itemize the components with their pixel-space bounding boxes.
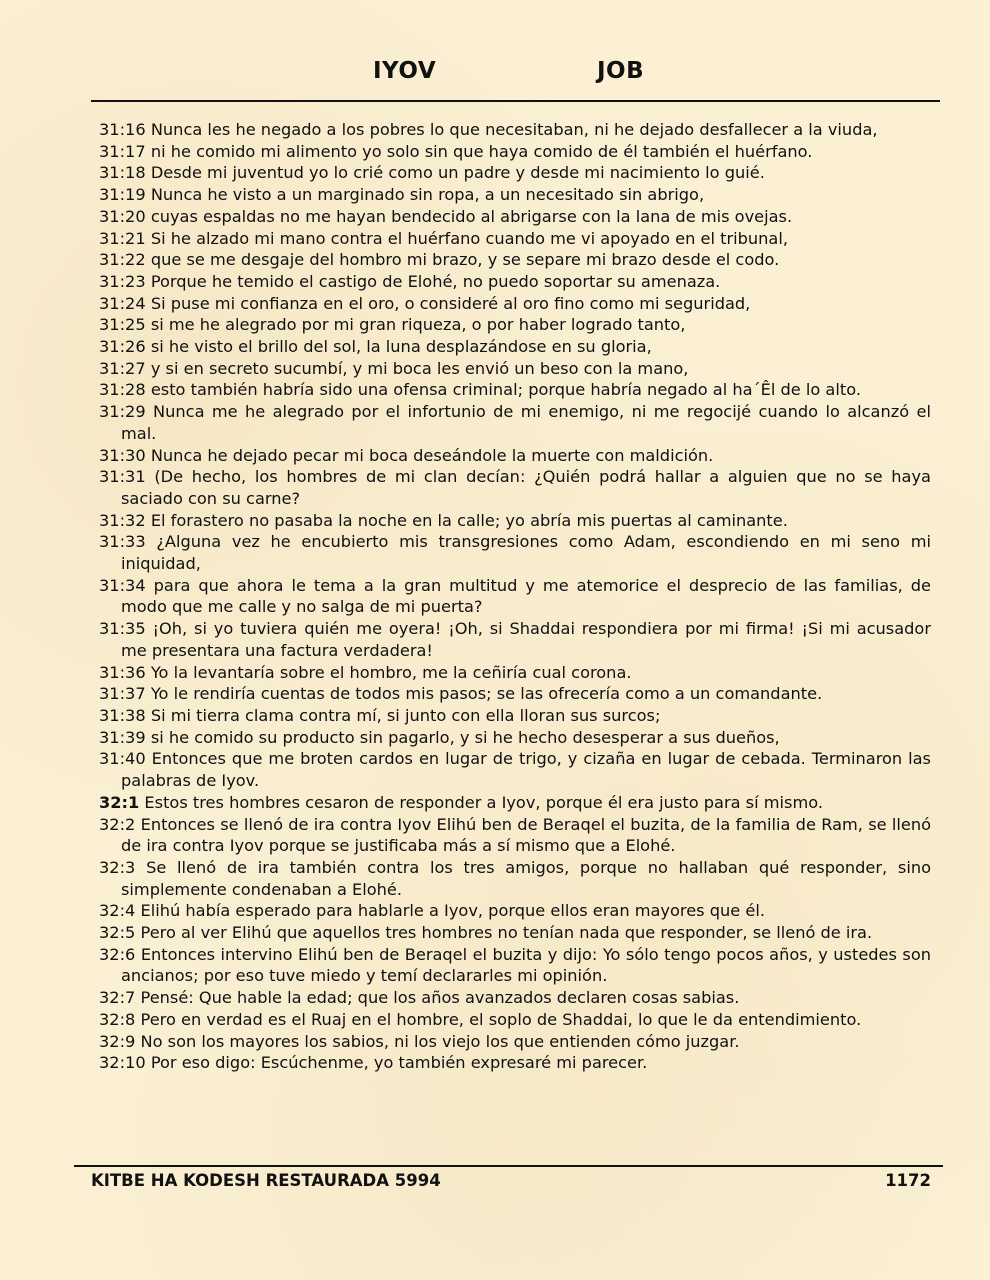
- verse-text: Pero al ver Elihú que aquellos tres hombres no tenían nada que responder, se llenó de ira.: [140, 923, 873, 943]
- verse-text: si he visto el brillo del sol, la luna desplazándose en su gloria,: [150, 337, 652, 357]
- verse-text: Entonces se llenó de ira contra Iyov Elihú ben de Beraqel el buzita, de la familia de Ram, se llenó de ira contra Iyov porque se justificaba más a sí mismo que a Elohé.: [121, 814, 931, 856]
- verse-31-30: [99, 445, 931, 467]
- page-header: [0, 58, 990, 90]
- verse-ref: 31:37: [99, 684, 146, 704]
- verse-31-38: [99, 705, 931, 727]
- verse-ref: 31:26: [99, 337, 146, 357]
- verse-ref: 31:29: [99, 402, 146, 422]
- verse-32-10: [99, 1052, 931, 1074]
- verse-text: Si he alzado mi mano contra el huérfano cuando me vi apoyado en el tribunal,: [150, 228, 788, 248]
- verse-31-18: [99, 162, 931, 184]
- verse-text: esto también habría sido una ofensa criminal; porque habría negado al ha´Êl de lo alto.: [150, 380, 861, 400]
- verse-32-5: [99, 922, 931, 944]
- verse-ref: 31:20: [99, 206, 146, 226]
- chapter-start-ref: 32:1: [99, 792, 140, 812]
- page-number: 1172: [885, 1171, 931, 1190]
- verse-text: El forastero no pasaba la noche en la calle; yo abría mis puertas al caminante.: [150, 510, 788, 530]
- verse-ref: 31:16: [99, 120, 146, 139]
- verse-text: (De hecho, los hombres de mi clan decían: ¿Quién podrá hallar a alguien que no se haya saciado con su carne?: [121, 467, 931, 508]
- verse-31-39: [99, 727, 931, 749]
- verse-31-37: [99, 683, 931, 705]
- verse-ref: 32:8: [99, 1009, 136, 1029]
- verse-text: que se me desgaje del hombro mi brazo, y se separe mi brazo desde el codo.: [150, 250, 780, 270]
- verse-text: Porque he temido el castigo de Elohé, no puedo soportar su amenaza.: [150, 271, 721, 291]
- verse-ref: 31:30: [99, 445, 146, 465]
- verse-text: Yo le rendiría cuentas de todos mis pasos; se las ofrecería como a un comandante.: [150, 684, 823, 704]
- verse-32-1: [99, 792, 931, 814]
- verse-ref: 31:31: [99, 467, 146, 487]
- verse-ref: 31:18: [99, 163, 146, 183]
- verse-ref: 31:23: [99, 271, 146, 291]
- verse-ref: 31:22: [99, 250, 146, 270]
- verse-32-4: [99, 900, 931, 922]
- verse-text: Nunca he visto a un marginado sin ropa, a un necesitado sin abrigo,: [150, 185, 705, 205]
- verse-ref: 31:35: [99, 619, 146, 639]
- verse-text: Si puse mi confianza en el oro, o consideré al oro fino como mi seguridad,: [150, 293, 751, 313]
- verse-text: Pero en verdad es el Ruaj en el hombre, el soplo de Shaddai, lo que le da entendimiento.: [140, 1009, 862, 1029]
- verse-31-40: [99, 748, 931, 791]
- verse-31-23: [99, 271, 931, 293]
- verse-ref: 32:2: [99, 814, 136, 834]
- verse-ref: 31:39: [99, 727, 146, 747]
- verse-text: cuyas espaldas no me hayan bendecido al abrigarse con la lana de mis ovejas.: [150, 206, 793, 226]
- verse-text: Entonces que me broten cardos en lugar de trigo, y cizaña en lugar de cebada. Terminaron las palabras de Iyov.: [121, 749, 931, 791]
- publication-title: KITBE HA KODESH RESTAURADA 5994: [91, 1171, 441, 1190]
- verse-ref: 31:38: [99, 705, 146, 725]
- verse-ref: 31:36: [99, 662, 146, 682]
- verse-ref: 31:33: [99, 532, 146, 552]
- verse-list: [99, 119, 931, 1074]
- verse-ref: 31:25: [99, 315, 146, 335]
- verse-31-26: [99, 336, 931, 358]
- header-divider: [91, 100, 940, 102]
- verse-31-25: [99, 314, 931, 336]
- verse-ref: 31:21: [99, 228, 146, 248]
- verse-text: y si en secreto sucumbí, y mi boca les envió un beso con la mano,: [150, 358, 689, 378]
- verse-ref: 32:4: [99, 901, 136, 921]
- book-title-hebrew: IYOV: [373, 58, 437, 84]
- verse-31-31: [99, 466, 931, 509]
- verse-ref: 32:5: [99, 923, 136, 943]
- verse-text: No son los mayores los sabios, ni los viejo los que entienden cómo juzgar.: [140, 1031, 740, 1051]
- verse-ref: 32:6: [99, 944, 136, 964]
- verse-31-34: [99, 575, 931, 618]
- verse-text: si he comido su producto sin pagarlo, y si he hecho desesperar a sus dueños,: [150, 727, 780, 747]
- verse-ref: 31:28: [99, 380, 146, 400]
- verse-text: para que ahora le tema a la gran multitud y me atemorice el desprecio de las familias, de modo que me calle y no salga de mi puerta?: [121, 575, 931, 617]
- verse-31-24: [99, 293, 931, 315]
- verse-text: Por eso digo: Escúchenme, yo también expresaré mi parecer.: [150, 1053, 648, 1073]
- verse-32-7: [99, 987, 931, 1009]
- verse-31-29: [99, 401, 931, 444]
- verse-31-28: [99, 379, 931, 401]
- verse-32-3: [99, 857, 931, 900]
- verse-31-36: [99, 662, 931, 684]
- verse-ref: 31:40: [99, 749, 146, 769]
- verse-ref: 31:27: [99, 358, 146, 378]
- verse-31-33: [99, 531, 931, 574]
- verse-31-27: [99, 358, 931, 380]
- verse-ref: 32:7: [99, 988, 136, 1008]
- verse-32-9: [99, 1031, 931, 1053]
- verse-ref: 32:3: [99, 857, 136, 877]
- verse-text: Estos tres hombres cesaron de responder a Iyov, porque él era justo para sí mismo.: [144, 792, 823, 812]
- verse-text: Yo la levantaría sobre el hombro, me la ceñiría cual corona.: [150, 662, 632, 682]
- verse-text: Si mi tierra clama contra mí, si junto con ella lloran sus surcos;: [150, 705, 661, 725]
- verse-text: ¿Alguna vez he encubierto mis transgresiones como Adam, escondiendo en mi seno mi iniquidad,: [121, 532, 931, 574]
- footer-divider: [74, 1165, 943, 1167]
- verse-31-19: [99, 184, 931, 206]
- verse-31-35: [99, 618, 931, 661]
- verse-32-6: [99, 944, 931, 987]
- verse-text: Elihú había esperado para hablarle a Iyov, porque ellos eran mayores que él.: [140, 901, 765, 921]
- verse-ref: 31:19: [99, 185, 146, 205]
- verse-text: Entonces intervino Elihú ben de Beraqel el buzita y dijo: Yo sólo tengo pocos años, y ustedes son ancianos; por eso tuve miedo y temí declararles mi opinión.: [121, 944, 931, 986]
- verse-text: Pensé: Que hable la edad; que los años avanzados declaren cosas sabias.: [140, 988, 740, 1008]
- verse-text: si me he alegrado por mi gran riqueza, o por haber logrado tanto,: [150, 315, 686, 335]
- verse-31-21: [99, 228, 931, 250]
- verse-ref: 32:10: [99, 1053, 146, 1073]
- verse-31-32: [99, 510, 931, 532]
- verse-text: Nunca me he alegrado por el infortunio de mi enemigo, ni me regocijé cuando lo alcanzó el mal.: [121, 402, 931, 443]
- verse-ref: 31:17: [99, 141, 146, 161]
- verse-31-17: [99, 141, 931, 163]
- verse-text: Desde mi juventud yo lo crié como un padre y desde mi nacimiento lo guié.: [150, 163, 765, 183]
- verse-31-22: [99, 249, 931, 271]
- verse-31-16: [99, 119, 931, 141]
- verse-text: Nunca les he negado a los pobres lo que necesitaban, ni he dejado desfallecer a la viuda,: [150, 120, 878, 139]
- verse-ref: 31:34: [99, 575, 146, 595]
- verse-32-8: [99, 1009, 931, 1031]
- verse-32-2: [99, 814, 931, 857]
- verse-ref: 32:9: [99, 1031, 136, 1051]
- verse-31-20: [99, 206, 931, 228]
- book-title-english: JOB: [597, 58, 645, 84]
- verse-ref: 31:24: [99, 293, 146, 313]
- verse-text: ni he comido mi alimento yo solo sin que haya comido de él también el huérfano.: [150, 141, 813, 161]
- verse-text: Se llenó de ira también contra los tres amigos, porque no hallaban qué responder, sino simplemente condenaban a Elohé.: [121, 857, 931, 899]
- verse-text: Nunca he dejado pecar mi boca deseándole la muerte con maldición.: [150, 445, 714, 465]
- verse-ref: 31:32: [99, 510, 146, 530]
- verse-text: ¡Oh, si yo tuviera quién me oyera! ¡Oh, si Shaddai respondiera por mi firma! ¡Si mi acusador me presentara una factura verdadera!: [121, 619, 931, 660]
